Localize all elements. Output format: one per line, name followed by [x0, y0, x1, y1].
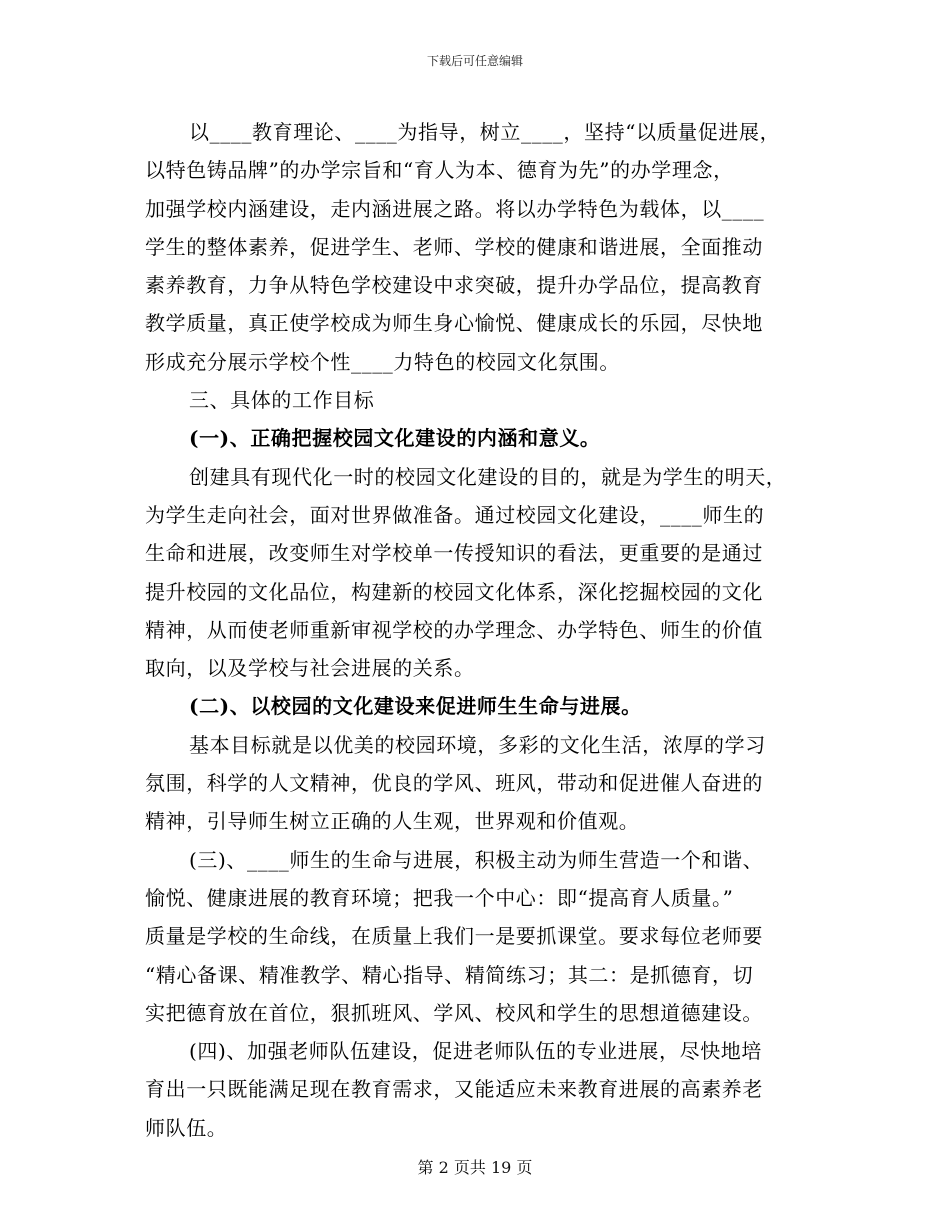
paragraph-line: 加强学校内涵建设，走内涵进展之路。将以办学特色为载体，以____	[145, 196, 765, 221]
paragraph-line: 育出一只既能满足现在教育需求，又能适应未来教育进展的高素养老	[145, 1077, 763, 1102]
paragraph-line: 提升校园的文化品位，构建新的校园文化体系，深化挖掘校园的文化	[145, 579, 763, 604]
subsection-heading: (一)、正确把握校园文化建设的内涵和意义。	[189, 426, 601, 451]
paragraph-line: 实把德育放在首位，狠抓班风、学风、校风和学生的思想道德建设。	[145, 1000, 763, 1025]
page-footer: 第 2 页共 19 页	[417, 1158, 533, 1177]
paragraph-line: 为学生走向社会，面对世界做准备。通过校园文化建设，____师生的	[145, 502, 765, 527]
paragraph-line: 愉悦、健康进展的教育环境；把我一个中心：即“提高育人质量。”	[145, 885, 734, 910]
paragraph-line: 师队伍。	[145, 1115, 228, 1140]
paragraph-line: 氛围，科学的人文精神，优良的学风、班风，带动和促进催人奋进的	[145, 771, 763, 796]
paragraph-line: 学生的整体素养，促进学生、老师、学校的健康和谐进展，全面推动	[145, 234, 763, 259]
paragraph-line: (四)、加强老师队伍建设，促进老师队伍的专业进展，尽快地培	[189, 1039, 763, 1064]
paragraph-line: 精神，引导师生树立正确的人生观，世界观和价值观。	[145, 809, 640, 834]
paragraph-line: 素养教育，力争从特色学校建设中求突破，提升办学品位，提高教育	[145, 273, 763, 298]
paragraph-line: “精心备课、精准教学、精心指导、精简练习；其二：是抓德育，切	[145, 962, 754, 987]
paragraph-line: 以特色铸品牌”的办学宗旨和“育人为本、德育为先”的办学理念，	[145, 158, 734, 183]
paragraph-line: 取向，以及学校与社会进展的关系。	[145, 656, 475, 681]
paragraph-line: 生命和进展，改变师生对学校单一传授知识的看法，更重要的是通过	[145, 541, 763, 566]
document-body	[145, 113, 805, 1147]
paragraph-line: 精神，从而使老师重新审视学校的办学理念、办学特色、师生的价值	[145, 617, 763, 642]
paragraph-line: (三)、____师生的生命与进展，积极主动为师生营造一个和谐、	[189, 847, 764, 872]
paragraph-line: 创建具有现代化一时的校园文化建设的目的，就是为学生的明天，	[189, 464, 787, 489]
section-heading: 三、具体的工作目标	[189, 388, 375, 413]
paragraph-line: 质量是学校的生命线，在质量上我们一是要抓课堂。要求每位老师要	[145, 924, 763, 949]
paragraph-line: 教学质量，真正使学校成为师生身心愉悦、健康成长的乐园，尽快地	[145, 311, 763, 336]
paragraph-line: 以____教育理论、____为指导，树立____，坚持“以质量促进展，	[189, 120, 781, 144]
subsection-heading: (二)、以校园的文化建设来促进师生生命与进展。	[189, 694, 642, 719]
page-header: 下载后可任意编辑	[426, 54, 523, 68]
paragraph-line: 形成充分展示学校个性____力特色的校园文化氛围。	[145, 349, 620, 374]
paragraph-line: 基本目标就是以优美的校园环境，多彩的文化生活，浓厚的学习	[189, 732, 766, 757]
